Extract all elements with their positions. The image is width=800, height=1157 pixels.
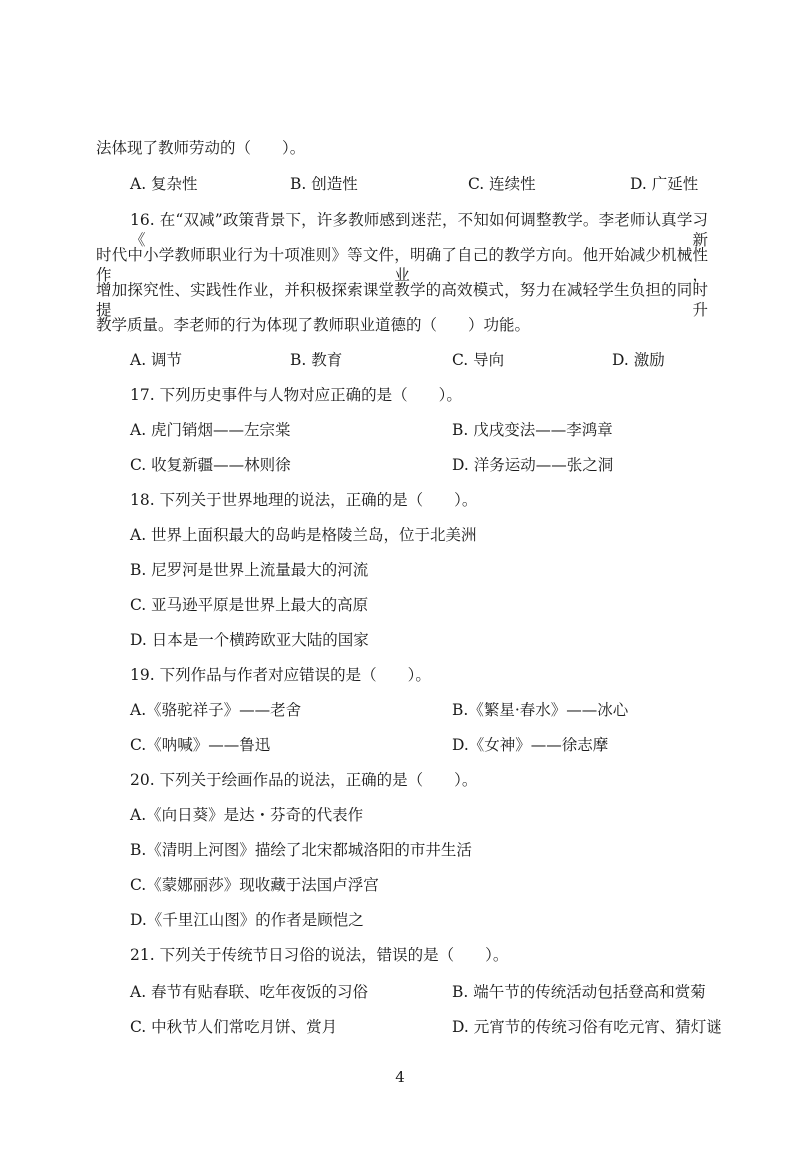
q20-stem: 20. 下列关于绘画作品的说法，正确的是（ ）。 <box>130 771 478 789</box>
q16-line-2: 时代中小学教师职业行为十项准则》等文件，明确了自己的教学方向。他开始减少机械性作业， <box>96 246 708 284</box>
q18-option-b: B. 尼罗河是世界上流量最大的河流 <box>130 561 369 579</box>
q16-line-3: 增加探究性、实践性作业，并积极探索课堂教学的高效模式，努力在减轻学生负担的同时提升 <box>96 281 708 319</box>
q16-line-4: 教学质量。李老师的行为体现了教师职业道德的（ ）功能。 <box>96 316 531 334</box>
q21-option-b: B. 端午节的传统活动包括登高和赏菊 <box>452 983 706 1001</box>
q16-option-a: A. 调节 <box>130 351 183 369</box>
q21-option-c: C. 中秋节人们常吃月饼、赏月 <box>130 1018 338 1036</box>
page-number: 4 <box>395 1068 405 1086</box>
q19-option-b: B.《繁星·春水》——冰心 <box>452 701 629 719</box>
q17-option-c: C. 收复新疆——林则徐 <box>130 456 291 474</box>
q17-option-b: B. 戊戌变法——李鸿章 <box>452 421 613 439</box>
q15-stem: 法体现了教师劳动的（ ）。 <box>96 139 306 157</box>
q20-option-b: B.《清明上河图》描绘了北宋都城洛阳的市井生活 <box>130 841 472 859</box>
q20-option-d: D.《千里江山图》的作者是顾恺之 <box>130 911 364 929</box>
q21-stem: 21. 下列关于传统节日习俗的说法，错误的是（ ）。 <box>130 946 509 964</box>
q19-stem: 19. 下列作品与作者对应错误的是（ ）。 <box>130 666 431 684</box>
q18-option-a: A. 世界上面积最大的岛屿是格陵兰岛，位于北美洲 <box>130 526 477 544</box>
q20-option-a: A.《向日葵》是达・芬奇的代表作 <box>130 806 364 824</box>
q19-option-d: D.《女神》——徐志摩 <box>452 736 609 754</box>
q15-option-a: A. 复杂性 <box>130 175 198 193</box>
q18-option-d: D. 日本是一个横跨欧亚大陆的国家 <box>130 631 369 649</box>
q17-stem: 17. 下列历史事件与人物对应正确的是（ ）。 <box>130 386 462 404</box>
q18-stem: 18. 下列关于世界地理的说法，正确的是（ ）。 <box>130 491 478 509</box>
q21-option-d: D. 元宵节的传统习俗有吃元宵、猜灯谜 <box>452 1018 722 1036</box>
q15-option-b: B. 创造性 <box>290 175 358 193</box>
q20-option-c: C.《蒙娜丽莎》现收藏于法国卢浮宫 <box>130 876 379 894</box>
q17-option-a: A. 虎门销烟——左宗棠 <box>130 421 291 439</box>
q19-option-a: A.《骆驼祥子》——老舍 <box>130 701 302 719</box>
q16-option-d: D. 激励 <box>612 351 665 369</box>
q18-option-c: C. 亚马逊平原是世界上最大的高原 <box>130 596 369 614</box>
q15-option-c: C. 连续性 <box>468 175 536 193</box>
q16-line-1: 16. 在“双减”政策背景下，许多教师感到迷茫，不知如何调整教学。李老师认真学习《新 <box>130 211 708 249</box>
q17-option-d: D. 洋务运动——张之洞 <box>452 456 614 474</box>
q16-option-b: B. 教育 <box>290 351 343 369</box>
q16-option-c: C. 导向 <box>452 351 505 369</box>
q15-option-d: D. 广延性 <box>630 175 699 193</box>
q19-option-c: C.《呐喊》——鲁迅 <box>130 736 271 754</box>
q21-option-a: A. 春节有贴春联、吃年夜饭的习俗 <box>130 983 369 1001</box>
